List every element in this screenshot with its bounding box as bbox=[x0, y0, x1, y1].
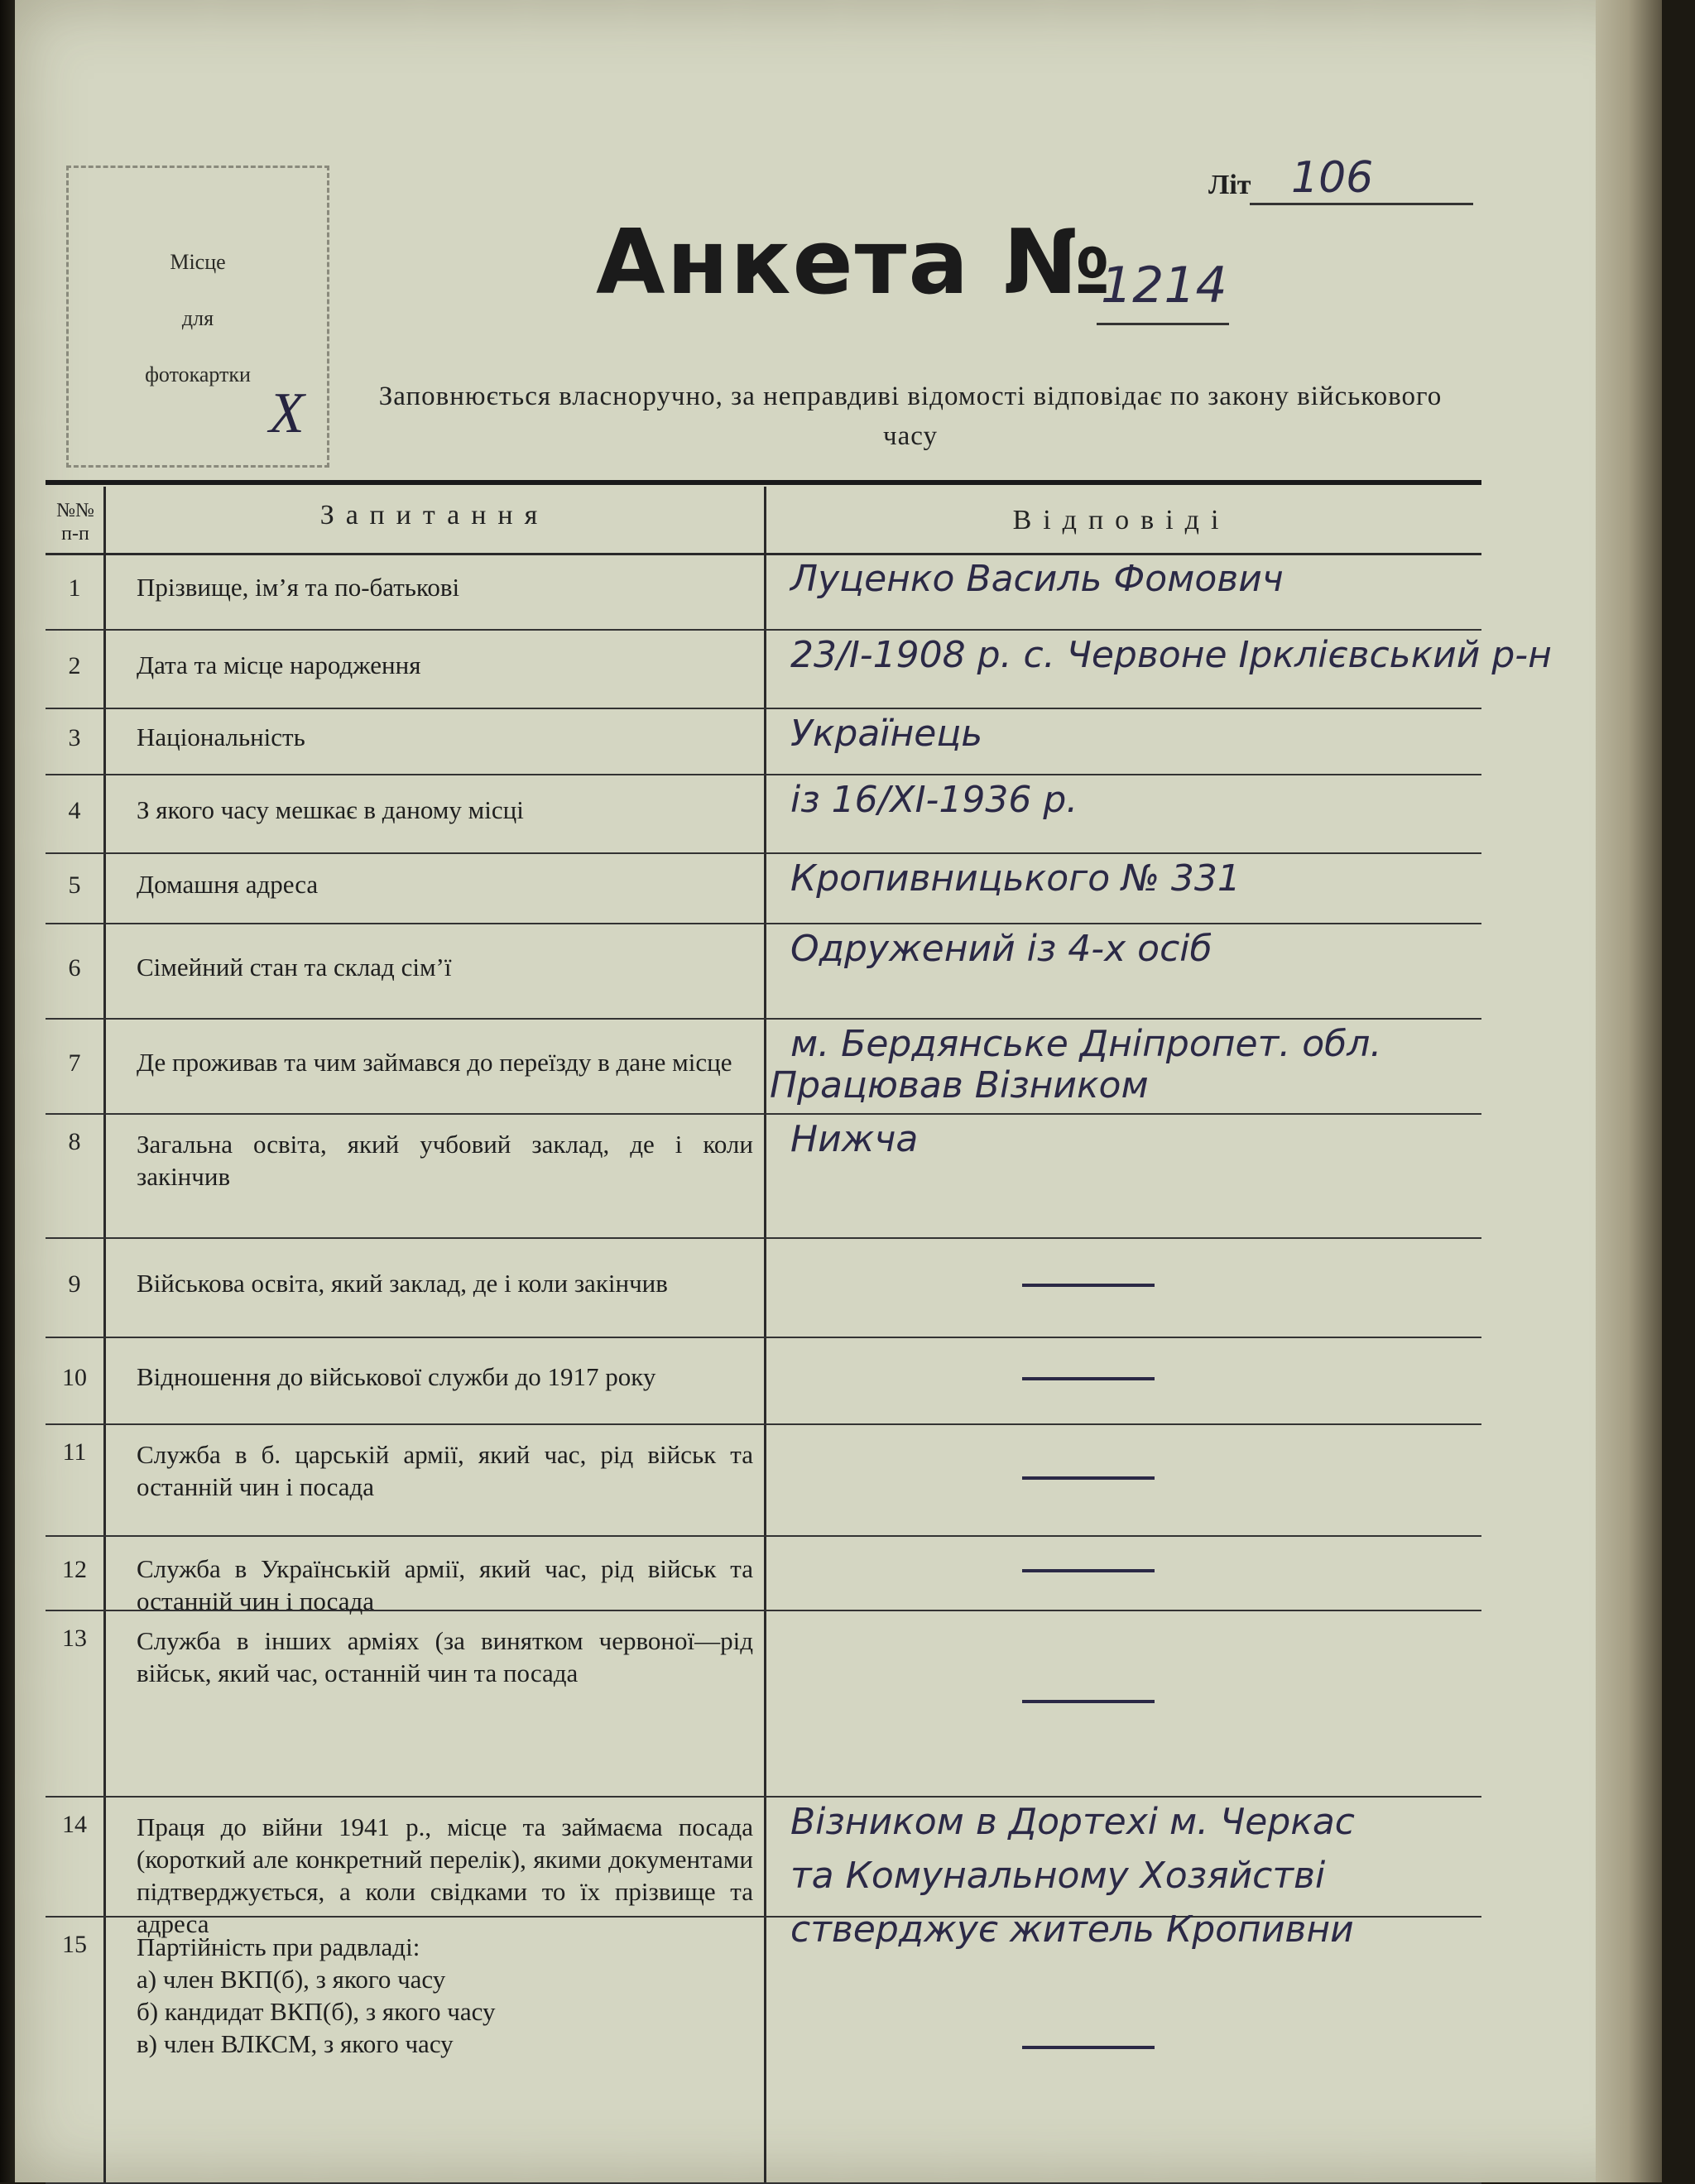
answer-dash bbox=[1022, 1377, 1155, 1380]
page-title: Анкета № bbox=[596, 211, 1112, 314]
answer-dash bbox=[1022, 2046, 1155, 2049]
question-text: Прізвище, ім’я та по-батькові bbox=[137, 573, 460, 602]
row-number: 9 bbox=[68, 1270, 81, 1298]
row-number: 3 bbox=[68, 724, 81, 751]
form-number-underline bbox=[1097, 323, 1229, 325]
lit-value: 106 bbox=[1291, 153, 1374, 203]
row-number: 4 bbox=[68, 796, 81, 824]
table-row bbox=[46, 1610, 1481, 1798]
table-row bbox=[46, 774, 1481, 854]
row-number: 14 bbox=[62, 1811, 87, 1838]
photo-label-3: фотокартки bbox=[145, 362, 251, 386]
answer-text: 23/I-1908 р. с. Червоне Ірклієвський р-н bbox=[790, 634, 1552, 676]
answer-text: Луценко Василь Фомович bbox=[790, 558, 1284, 600]
row-number: 15 bbox=[62, 1931, 87, 1958]
answer-dash bbox=[1022, 1476, 1155, 1480]
table-row bbox=[46, 1113, 1481, 1239]
row-number: 2 bbox=[68, 651, 81, 679]
row-number: 8 bbox=[68, 1128, 81, 1155]
question-text: Служба в б. царській армії, який час, рід військ та останній чин і посада bbox=[137, 1440, 753, 1501]
table-row bbox=[46, 852, 1481, 924]
table-row bbox=[46, 1535, 1481, 1615]
row-number: 1 bbox=[68, 574, 81, 602]
answer-text: Нижча bbox=[790, 1118, 919, 1160]
row-number: 11 bbox=[62, 1438, 87, 1466]
table-row bbox=[46, 553, 1481, 631]
row-number: 7 bbox=[68, 1049, 81, 1077]
question-text: Дата та місце народження bbox=[137, 650, 421, 679]
photo-label-1: Місце bbox=[170, 250, 226, 274]
question-text: Домашня адреса bbox=[137, 869, 319, 899]
row-number: 5 bbox=[68, 871, 81, 899]
form-number: 1214 bbox=[1101, 257, 1227, 314]
answer-text: стверджує житель Кропивни bbox=[790, 1908, 1354, 1951]
table-row bbox=[46, 923, 1481, 1020]
question-text: Національність bbox=[137, 722, 305, 751]
row-number: 10 bbox=[62, 1363, 87, 1391]
header-questions: Запитання bbox=[319, 500, 550, 530]
questionnaire-table bbox=[46, 480, 1552, 2182]
table-row bbox=[46, 1423, 1481, 1537]
answer-dash bbox=[1022, 1700, 1155, 1703]
table-row bbox=[46, 629, 1552, 709]
question-text: Партійність при радвладі: а) член ВКП(б), з якого часу б) кандидат ВКП(б), з якого часу в) член ВЛКСМ, з якого часу bbox=[137, 1932, 496, 2058]
question-text: Праця до війни 1941 р., місце та займаєма посада (короткий але конкретний перелік), якими документами підтверджується, а коли свідками то їх прізвище та адреса bbox=[137, 1812, 753, 1938]
answer-text: Українець bbox=[790, 713, 983, 755]
answer-text: Працював Візником bbox=[770, 1064, 1149, 1106]
table-row bbox=[46, 1237, 1481, 1338]
table-row bbox=[46, 1018, 1481, 1115]
question-text: Служба в інших арміях (за винятком червоної—рід військ, який час, останній чин та посада bbox=[137, 1626, 753, 1687]
table-top-rule bbox=[46, 480, 1481, 485]
answer-text: із 16/XI-1936 р. bbox=[790, 779, 1078, 821]
answer-text: Візником в Дортехі м. Черкас bbox=[790, 1801, 1355, 1843]
question-text: Де проживав та чим займався до переїзду в дане місце bbox=[137, 1047, 732, 1077]
page-edge bbox=[1596, 0, 1662, 2182]
question-text: З якого часу мешкає в даному місці bbox=[137, 794, 524, 824]
question-text: Відношення до військової служби до 1917 року bbox=[137, 1361, 656, 1391]
table-row bbox=[46, 1337, 1481, 1425]
table-row bbox=[46, 1916, 1481, 2184]
header-answers: Відповіді bbox=[1012, 505, 1231, 535]
question-text: Військова освіта, який заклад, де і коли закінчив bbox=[137, 1269, 668, 1298]
header-nn: №№ п-п bbox=[56, 500, 94, 545]
answer-text: Кропивницького № 331 bbox=[790, 857, 1241, 900]
answer-text: м. Бердянське Дніпропет. обл. bbox=[790, 1023, 1382, 1065]
question-text: Сімейний стан та склад сім’ї bbox=[137, 952, 452, 982]
row-number: 6 bbox=[68, 953, 81, 982]
photo-label-2: для bbox=[181, 306, 214, 330]
question-text: Служба в Українській армії, який час, рід військ та останній чин і посада bbox=[137, 1554, 753, 1615]
subtitle: Заповнюється власноручно, за неправдиві відомості відповідає по закону військового часу bbox=[378, 382, 1443, 451]
question-text: Загальна освіта, який учбовий заклад, де і коли закінчив bbox=[137, 1130, 753, 1191]
lit-underline bbox=[1250, 203, 1473, 205]
lit-label: Літ bbox=[1208, 170, 1251, 200]
handwritten-mark: Х bbox=[269, 382, 305, 445]
row-number: 12 bbox=[62, 1556, 87, 1583]
answer-text: Одружений із 4-х осіб bbox=[790, 928, 1212, 970]
row-number: 13 bbox=[62, 1625, 87, 1652]
answer-text: та Комунальному Хозяйстві bbox=[790, 1855, 1326, 1897]
answer-dash bbox=[1022, 1284, 1155, 1287]
answer-dash bbox=[1022, 1569, 1155, 1572]
table-row bbox=[46, 708, 1481, 775]
